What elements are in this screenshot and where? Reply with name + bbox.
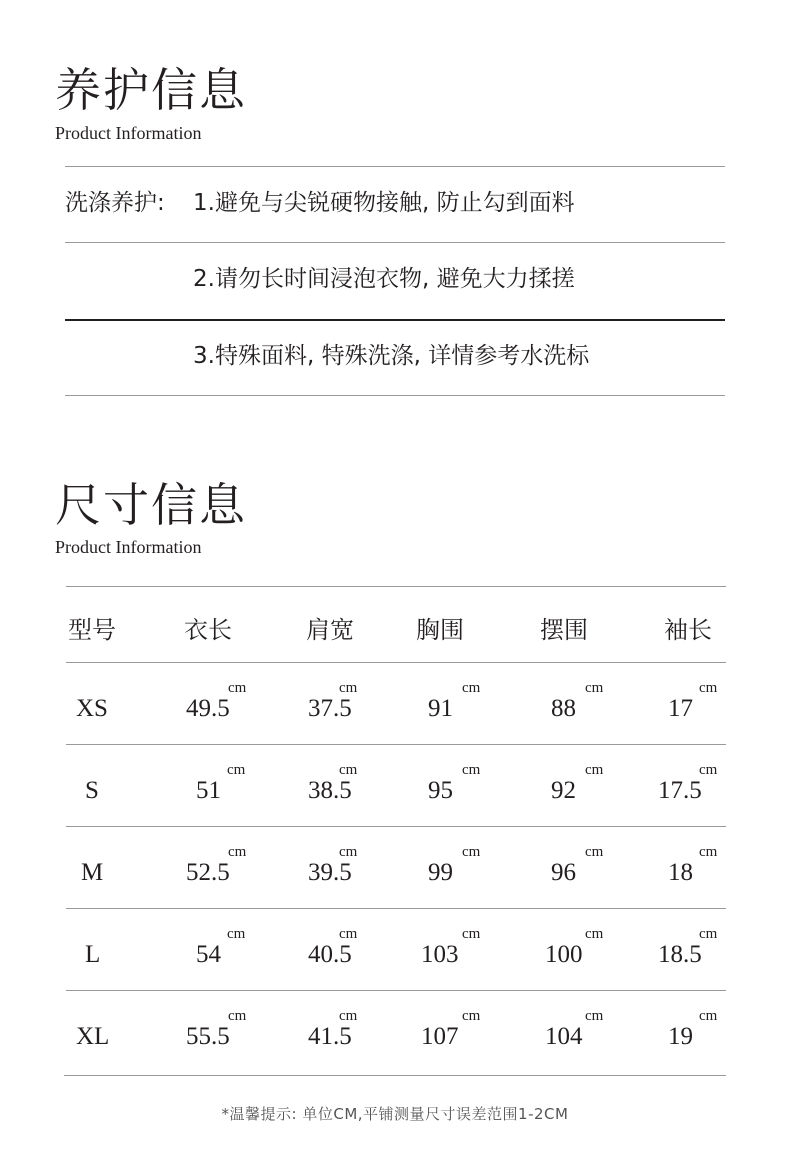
chest-value: 95 (428, 777, 453, 804)
unit-label: cm (227, 926, 246, 942)
unit-label: cm (339, 844, 358, 860)
hem-value: 88 (551, 695, 576, 722)
care-label: 洗涤养护: (65, 190, 165, 216)
chest-value: 103 (421, 941, 459, 968)
unit-label: cm (339, 1008, 358, 1024)
size-label: M (81, 859, 104, 886)
unit-label: cm (699, 680, 718, 696)
unit-label: cm (462, 844, 481, 860)
shoulder-value: 38.5 (308, 777, 352, 804)
sleeve-value: 17 (668, 695, 693, 722)
care-title: 养护信息 (55, 63, 247, 117)
unit-label: cm (462, 680, 481, 696)
size-label: XS (76, 695, 108, 722)
unit-label: cm (699, 844, 718, 860)
length-value: 54 (196, 941, 221, 968)
shoulder-value: 39.5 (308, 859, 352, 886)
unit-label: cm (227, 762, 246, 778)
hem-value: 104 (545, 1023, 583, 1050)
hem-value: 96 (551, 859, 576, 886)
shoulder-value: 40.5 (308, 941, 352, 968)
unit-label: cm (228, 680, 247, 696)
chest-value: 107 (421, 1023, 459, 1050)
length-value: 49.5 (186, 695, 230, 722)
care-row-3 (65, 319, 725, 395)
care-row-1 (65, 166, 725, 242)
sleeve-value: 17.5 (658, 777, 702, 804)
size-title: 尺寸信息 (55, 478, 247, 532)
unit-label: cm (228, 844, 247, 860)
unit-label: cm (585, 680, 604, 696)
unit-label: cm (585, 926, 604, 942)
table-row (66, 908, 726, 990)
length-value: 51 (196, 777, 221, 804)
size-subtitle: Product Information (55, 537, 202, 557)
table-row (66, 744, 726, 826)
unit-label: cm (339, 680, 358, 696)
unit-label: cm (462, 1008, 481, 1024)
header-length: 衣长 (184, 616, 232, 644)
unit-label: cm (699, 762, 718, 778)
unit-label: cm (585, 1008, 604, 1024)
header-hem: 摆围 (540, 616, 588, 644)
care-item-1: 1.避免与尖锐硬物接触, 防止勾到面料 (193, 190, 575, 216)
header-chest: 胸围 (416, 616, 464, 644)
unit-label: cm (339, 926, 358, 942)
chest-value: 99 (428, 859, 453, 886)
unit-label: cm (228, 1008, 247, 1024)
care-subtitle: Product Information (55, 123, 202, 143)
shoulder-value: 41.5 (308, 1023, 352, 1050)
unit-label: cm (462, 762, 481, 778)
hem-value: 100 (545, 941, 583, 968)
sleeve-value: 19 (668, 1023, 693, 1050)
care-row-2 (65, 242, 725, 318)
sleeve-value: 18 (668, 859, 693, 886)
unit-label: cm (585, 844, 604, 860)
care-item-3: 3.特殊面料, 特殊洗涤, 详情参考水洗标 (193, 343, 590, 369)
unit-label: cm (699, 1008, 718, 1024)
length-value: 52.5 (186, 859, 230, 886)
header-model: 型号 (68, 616, 116, 644)
header-sleeve: 袖长 (664, 616, 712, 644)
unit-label: cm (585, 762, 604, 778)
table-row (66, 826, 726, 908)
table-row (66, 990, 726, 1072)
unit-label: cm (339, 762, 358, 778)
care-item-2: 2.请勿长时间浸泡衣物, 避免大力揉搓 (193, 266, 575, 292)
size-label: S (85, 777, 99, 804)
unit-label: cm (462, 926, 481, 942)
length-value: 55.5 (186, 1023, 230, 1050)
size-label: L (85, 941, 101, 968)
shoulder-value: 37.5 (308, 695, 352, 722)
size-note: *温馨提示: 单位CM,平铺测量尺寸误差范围1-2CM (221, 1105, 569, 1123)
header-shoulder: 肩宽 (306, 616, 354, 644)
size-label: XL (76, 1023, 110, 1050)
table-rule-bottom (64, 1075, 726, 1076)
chest-value: 91 (428, 695, 453, 722)
hem-value: 92 (551, 777, 576, 804)
table-row (66, 662, 726, 744)
care-divider-bottom (65, 395, 725, 396)
sleeve-value: 18.5 (658, 941, 702, 968)
unit-label: cm (699, 926, 718, 942)
table-header-row (66, 586, 726, 662)
